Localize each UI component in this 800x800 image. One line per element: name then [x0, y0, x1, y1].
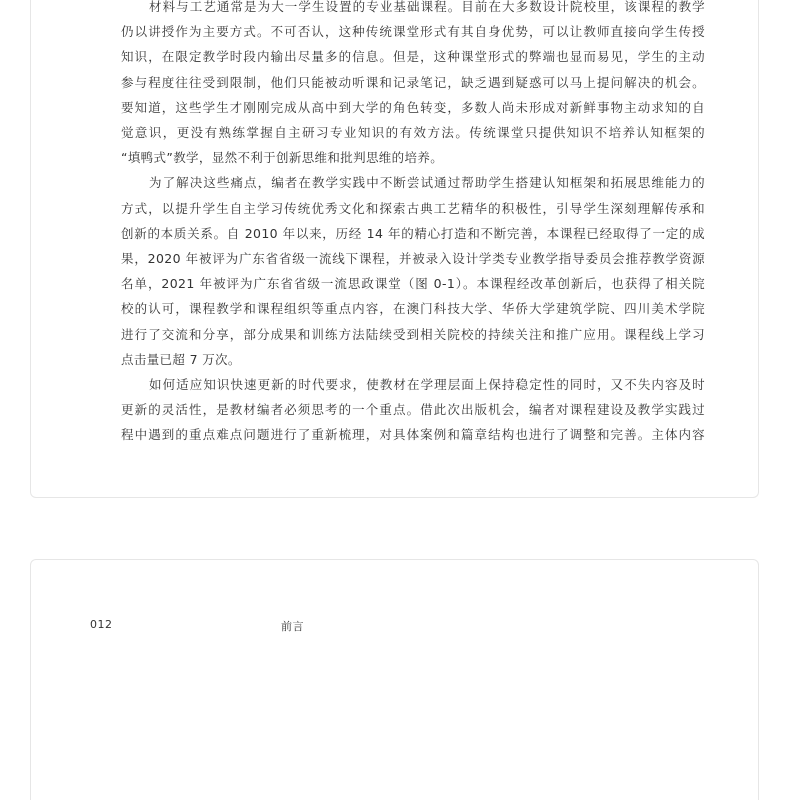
paragraph-line: 更新的灵活性，是教材编者必须思考的一个重点。借此次出版机会，编者对课程建设及教学实践过	[121, 402, 705, 418]
body-text	[121, 0, 705, 448]
paragraph-line: 觉意识，更没有熟练掌握自主研习专业知识的有效方法。传统课堂只提供知识不培养认知框架的	[121, 125, 705, 141]
paragraph-line: 校的认可，课程教学和课程组织等重点内容，在澳门科技大学、华侨大学建筑学院、四川美术学院	[121, 301, 705, 317]
paragraph-line: 点击量已超 7 万次。	[121, 351, 241, 367]
paragraph-line: 仍以讲授作为主要方式。不可否认，这种传统课堂形式有其自身优势，可以让教师直接向学生传授	[121, 24, 705, 40]
paragraph-line: 材料与工艺通常是为大一学生设置的专业基础课程。目前在大多数设计院校里，该课程的教学	[149, 0, 705, 14]
document-page	[30, 0, 759, 498]
running-head: 前言	[281, 620, 304, 633]
paragraph-line: 创新的本质关系。自 2010 年以来，历经 14 年的精心打造和不断完善，本课程已经取得了一定的成	[121, 225, 705, 241]
paragraph-line: “填鸭式”教学，显然不利于创新思维和批判思维的培养。	[121, 150, 444, 166]
paragraph-line: 果，2020 年被评为广东省省级一流线下课程，并被录入设计学类专业教学指导委员会推荐教学资源	[121, 251, 705, 267]
paragraph-line: 参与程度往往受到限制，他们只能被动听课和记录笔记，缺乏遇到疑惑可以马上提问解决的机会。	[121, 74, 705, 90]
document-page	[30, 559, 759, 800]
paragraph-line: 名单，2021 年被评为广东省省级一流思政课堂（图 0-1）。本课程经改革创新后，也获得了相关院	[121, 276, 705, 292]
paragraph-line: 要知道，这些学生才刚刚完成从高中到大学的角色转变，多数人尚未形成对新鲜事物主动求知的自	[121, 99, 705, 115]
paragraph-line: 方式，以提升学生自主学习传统优秀文化和探索古典工艺精华的积极性，引导学生深刻理解传承和	[121, 200, 705, 216]
paragraph-line: 如何适应知识快速更新的时代要求，使教材在学理层面上保持稳定性的同时，又不失内容及时	[149, 377, 705, 393]
paragraph-line: 程中遇到的重点难点问题进行了重新梳理，对具体案例和篇章结构也进行了调整和完善。主体内容	[121, 427, 705, 443]
page-number: 012	[90, 618, 113, 631]
paragraph-line: 知识，在限定教学时段内输出尽量多的信息。但是，这种课堂形式的弊端也显而易见，学生的主动	[121, 49, 705, 65]
scrollbar-track[interactable]	[792, 0, 800, 800]
paragraph-line: 为了解决这些痛点，编者在教学实践中不断尝试通过帮助学生搭建认知框架和拓展思维能力的	[149, 175, 705, 191]
paragraph-line: 进行了交流和分享，部分成果和训练方法陆续受到相关院校的持续关注和推广应用。课程线上学习	[121, 326, 705, 342]
